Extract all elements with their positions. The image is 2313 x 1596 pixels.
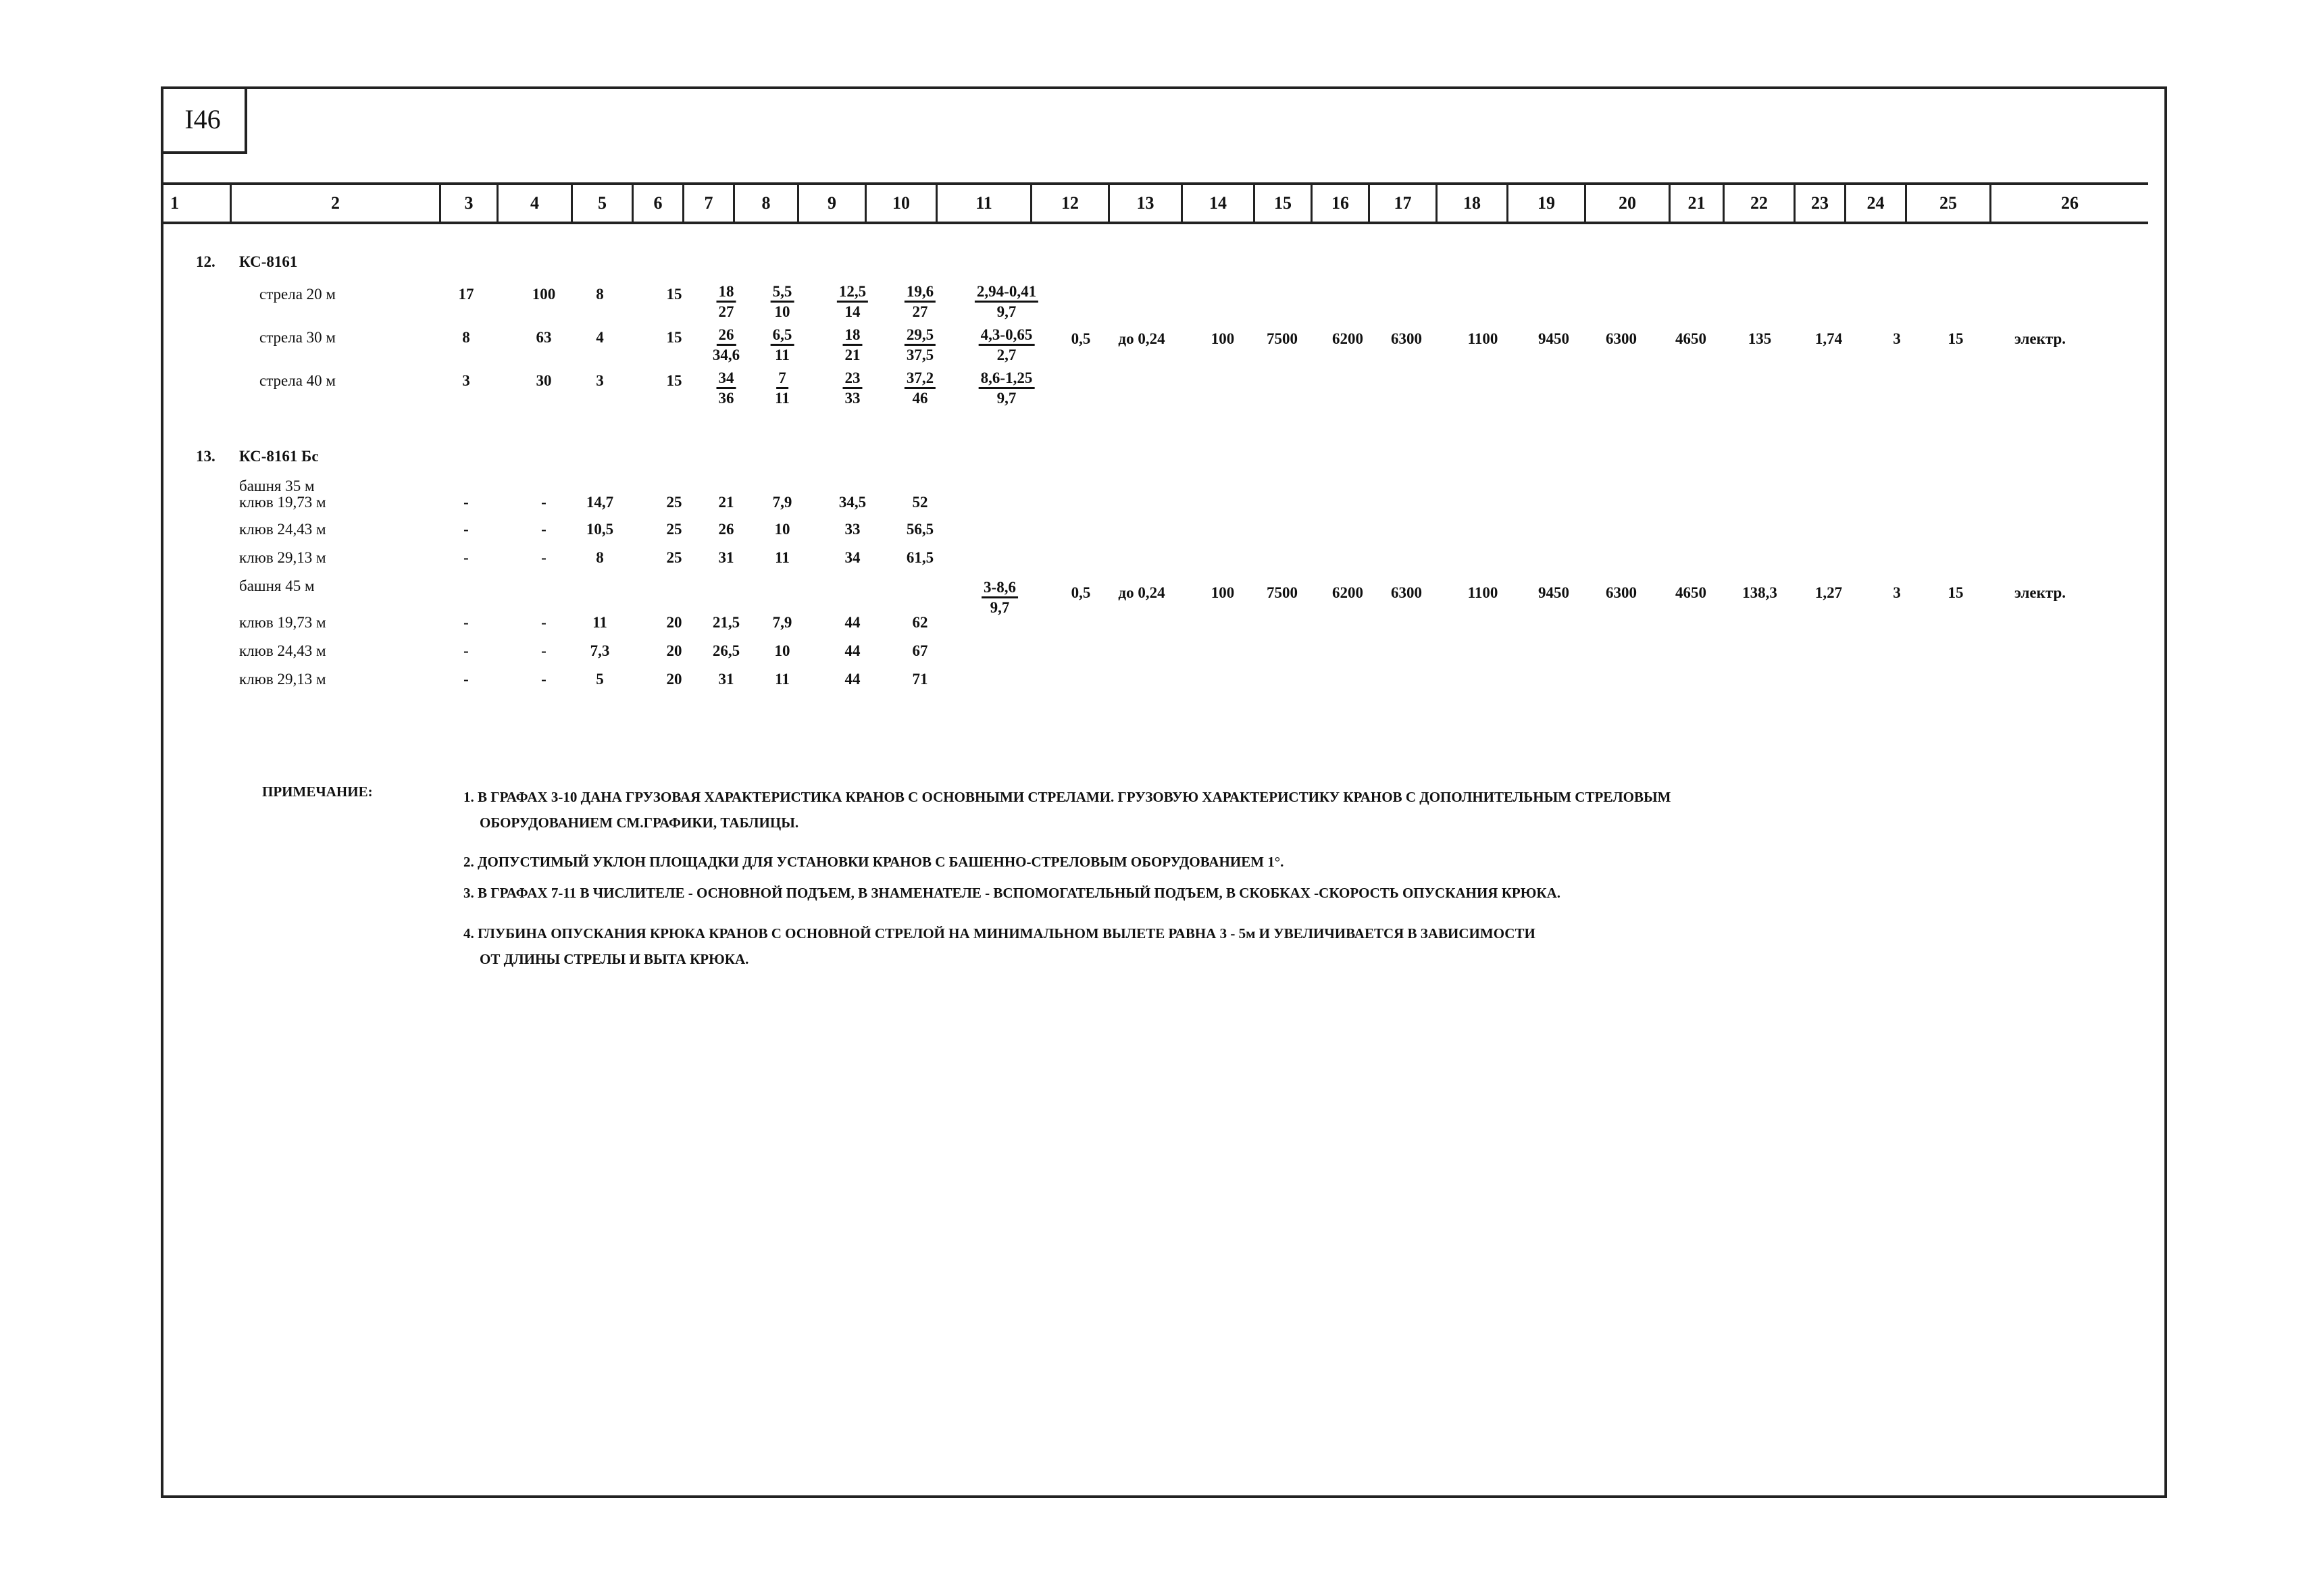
- fraction-col10: [905, 284, 936, 319]
- fraction-col8-denominator: 11: [775, 346, 790, 363]
- jib-label: клюв 29,13 м: [239, 549, 326, 566]
- note-line: ОТ ДЛИНЫ СТРЕЛЫ И ВЫТА КРЮКА.: [480, 951, 749, 967]
- cell-col7: 31: [718, 671, 734, 688]
- cell-col6: 15: [666, 372, 682, 389]
- crane-model-ks8161: КС-8161: [239, 253, 298, 270]
- note-line: 2. ДОПУСТИМЫЙ УКЛОН ПЛОЩАДКИ ДЛЯ УСТАНОВКИ КРАНОВ С БАШЕННО-СТРЕЛОВЫМ ОБОРУДОВАНИЕМ 1°.: [463, 854, 1284, 870]
- fraction-col7-numerator: 26: [717, 327, 736, 346]
- fraction-col11-denominator: 9,7: [990, 599, 1010, 616]
- fraction-col9-numerator: 18: [843, 327, 863, 346]
- common-col21: 4650: [1675, 330, 1706, 347]
- fraction-col9: [843, 370, 863, 406]
- fraction-col9-numerator: 23: [843, 370, 863, 389]
- cell-col4: -: [541, 642, 547, 659]
- fraction-col7-denominator: 27: [718, 303, 734, 320]
- cell-col6: 25: [666, 494, 682, 511]
- cell-col5: 11: [592, 614, 607, 631]
- cell-col9: 34: [844, 549, 861, 566]
- column-header-1: 1: [170, 193, 179, 213]
- tower-45-label: башня 45 м: [239, 577, 315, 594]
- common-col13: до 0,24: [1118, 584, 1165, 601]
- cell-col5: 8: [596, 549, 604, 566]
- note-line: 3. В ГРАФАХ 7-11 В ЧИСЛИТЕЛЕ - ОСНОВНОЙ ПОДЪЕМ, В ЗНАМЕНАТЕЛЕ - ВСПОМОГАТЕЛЬНЫЙ ПОДЪЕМ, В СКОБКАХ -СКОРОСТЬ ОПУСКАНИЯ КРЮКА.: [463, 885, 1561, 901]
- note-line: 1. В ГРАФАХ 3-10 ДАНА ГРУЗОВАЯ ХАРАКТЕРИСТИКА КРАНОВ С ОСНОВНЫМИ СТРЕЛАМИ. ГРУЗОВУЮ ХАРАКТЕРИСТИКУ КРАНОВ С ДОПОЛНИТЕЛЬНЫМ СТРЕЛОВЫМ: [463, 789, 1671, 805]
- common-col25: 15: [1948, 584, 1964, 601]
- fraction-col9-denominator: 14: [844, 303, 861, 320]
- common-col16: 6200: [1332, 330, 1363, 347]
- fraction-col8-numerator: 6,5: [771, 327, 794, 346]
- fraction-col8-denominator: 10: [774, 303, 790, 320]
- note-line: 4. ГЛУБИНА ОПУСКАНИЯ КРЮКА КРАНОВ С ОСНОВНОЙ СТРЕЛОЙ НА МИНИМАЛЬНОМ ВЫЛЕТЕ РАВНА 3 - 5м И УВЕЛИЧИВАЕТСЯ В ЗАВИСИМОСТИ: [463, 925, 1535, 942]
- fraction-col9-denominator: 21: [844, 346, 861, 363]
- cell-col5: 4: [596, 329, 604, 346]
- fraction-col10-denominator: 37,5: [906, 346, 934, 363]
- cell-col8: 7,9: [772, 614, 792, 631]
- fraction-col10-denominator: 46: [912, 390, 928, 407]
- column-header-19: 19: [1506, 185, 1584, 222]
- cell-col7: 21: [718, 494, 734, 511]
- column-header-13: 13: [1108, 185, 1181, 222]
- column-header-23: 23: [1794, 185, 1844, 222]
- fraction-col9: [837, 284, 868, 319]
- jib-label: клюв 19,73 м: [239, 614, 326, 631]
- cell-col3: 8: [462, 329, 470, 346]
- cell-col10: 62: [912, 614, 928, 631]
- fraction-col9: [843, 327, 863, 363]
- fraction-col11: [975, 284, 1038, 319]
- common-col12: 0,5: [1071, 584, 1091, 601]
- fraction-col9-numerator: 12,5: [837, 284, 868, 303]
- common-col20: 6300: [1606, 330, 1637, 347]
- fraction-col11-numerator: 3-8,6: [982, 580, 1018, 598]
- fraction-col11-numerator: 8,6-1,25: [979, 370, 1035, 389]
- column-header-15: 15: [1253, 185, 1311, 222]
- boom-label: стрела 20 м: [259, 286, 336, 303]
- fraction-col8-denominator: 11: [775, 390, 790, 407]
- cell-col9: 33: [844, 521, 861, 538]
- fraction-col7-numerator: 34: [717, 370, 736, 389]
- fraction-col7: [717, 284, 736, 319]
- column-header-4: 4: [497, 185, 571, 222]
- cell-col6: 25: [666, 521, 682, 538]
- cell-col8: 11: [775, 671, 790, 688]
- column-header-22: 22: [1723, 185, 1794, 222]
- fraction-col10-numerator: 37,2: [905, 370, 936, 389]
- fraction-col11-numerator: 4,3-0,65: [979, 327, 1035, 346]
- fraction-col10: [905, 370, 936, 406]
- cell-col4: -: [541, 521, 547, 538]
- common-col17: 6300: [1391, 584, 1422, 601]
- note-line: ОБОРУДОВАНИЕМ СМ.ГРАФИКИ, ТАБЛИЦЫ.: [480, 815, 799, 831]
- common-col15: 7500: [1267, 330, 1298, 347]
- column-header-14: 14: [1181, 185, 1253, 222]
- column-header-12: 12: [1030, 185, 1108, 222]
- fraction-col7-denominator: 36: [718, 390, 734, 407]
- cell-col6: 15: [666, 329, 682, 346]
- cell-col9: 44: [844, 642, 861, 659]
- cell-col4: 30: [536, 372, 552, 389]
- cell-col4: -: [541, 549, 547, 566]
- common-col26: электр.: [2014, 584, 2066, 601]
- cell-col8: 10: [774, 521, 790, 538]
- jib-label: клюв 19,73 м: [239, 494, 326, 511]
- column-header-10: 10: [865, 185, 936, 222]
- cell-col10: 67: [912, 642, 928, 659]
- common-col19: 9450: [1538, 584, 1569, 601]
- cell-col4: -: [541, 671, 547, 688]
- cell-col3: -: [463, 549, 469, 566]
- cell-col3: -: [463, 521, 469, 538]
- common-col24: 3: [1893, 584, 1901, 601]
- fraction-col8-numerator: 5,5: [771, 284, 794, 303]
- column-header-16: 16: [1311, 185, 1368, 222]
- cell-col3: -: [463, 671, 469, 688]
- cell-col5: 10,5: [586, 521, 614, 538]
- column-header-26: 26: [1989, 185, 2148, 222]
- jib-label: клюв 24,43 м: [239, 642, 326, 659]
- cell-col5: 7,3: [590, 642, 610, 659]
- fraction-col10-numerator: 19,6: [905, 284, 936, 303]
- row-number-13: 13.: [196, 448, 215, 465]
- common-col14: 100: [1211, 584, 1235, 601]
- jib-label: клюв 29,13 м: [239, 671, 326, 688]
- cell-col10: 56,5: [906, 521, 934, 538]
- fraction-col8: [775, 370, 790, 406]
- column-header-3: 3: [439, 185, 497, 222]
- cell-col9: 44: [844, 614, 861, 631]
- boom-label: стрела 40 м: [259, 372, 336, 389]
- fraction-col11: [982, 580, 1018, 615]
- cell-col4: -: [541, 494, 547, 511]
- boom-label: стрела 30 м: [259, 329, 336, 346]
- cell-col7: 26,5: [712, 642, 740, 659]
- cell-col7: 26: [718, 521, 734, 538]
- common-col22: 135: [1748, 330, 1772, 347]
- fraction-col10-numerator: 29,5: [905, 327, 936, 346]
- common-col15: 7500: [1267, 584, 1298, 601]
- common-col21: 4650: [1675, 584, 1706, 601]
- crane-model-ks8161bs: КС-8161 Бс: [239, 448, 319, 465]
- common-col13: до 0,24: [1118, 330, 1165, 347]
- fraction-col10: [905, 327, 936, 363]
- column-header-9: 9: [797, 185, 865, 222]
- common-col22: 138,3: [1742, 584, 1777, 601]
- notes-label: ПРИМЕЧАНИЕ:: [262, 783, 373, 800]
- cell-col3: -: [463, 614, 469, 631]
- fraction-col8-numerator: 7: [776, 370, 788, 389]
- cell-col8: 11: [775, 549, 790, 566]
- cell-col7: 31: [718, 549, 734, 566]
- fraction-col11: [979, 327, 1035, 363]
- cell-col6: 20: [666, 671, 682, 688]
- cell-col10: 52: [912, 494, 928, 511]
- common-col25: 15: [1948, 330, 1964, 347]
- cell-col6: 20: [666, 614, 682, 631]
- cell-col5: 14,7: [586, 494, 614, 511]
- column-header-6: 6: [632, 185, 682, 222]
- fraction-col8: [771, 327, 794, 363]
- cell-col7: 21,5: [712, 614, 740, 631]
- common-col23: 1,27: [1814, 584, 1843, 601]
- column-header-row: [161, 182, 2148, 224]
- fraction-col11: [979, 370, 1035, 406]
- page-number: I46: [161, 86, 247, 154]
- common-col26: электр.: [2014, 330, 2066, 347]
- fraction-col11-denominator: 9,7: [996, 390, 1017, 407]
- cell-col6: 20: [666, 642, 682, 659]
- cell-col3: 3: [462, 372, 470, 389]
- common-col23: 1,74: [1814, 330, 1843, 347]
- column-header-7: 7: [682, 185, 733, 222]
- fraction-col7: [713, 327, 740, 363]
- column-header-20: 20: [1584, 185, 1669, 222]
- fraction-col11-denominator: 9,7: [996, 303, 1017, 320]
- cell-col10: 71: [912, 671, 928, 688]
- column-header-5: 5: [571, 185, 632, 222]
- cell-col3: 17: [458, 286, 474, 303]
- cell-col5: 3: [596, 372, 604, 389]
- tower-35-label: башня 35 м: [239, 478, 315, 494]
- cell-col5: 5: [596, 671, 604, 688]
- fraction-col9-denominator: 33: [844, 390, 861, 407]
- fraction-col7: [717, 370, 736, 406]
- column-header-18: 18: [1435, 185, 1506, 222]
- cell-col8: 10: [774, 642, 790, 659]
- cell-col4: 63: [536, 329, 552, 346]
- cell-col8: 7,9: [772, 494, 792, 511]
- column-header-21: 21: [1669, 185, 1723, 222]
- column-header-17: 17: [1368, 185, 1435, 222]
- common-col18: 1100: [1467, 330, 1498, 347]
- cell-col6: 15: [666, 286, 682, 303]
- common-col20: 6300: [1606, 584, 1637, 601]
- common-col16: 6200: [1332, 584, 1363, 601]
- common-col17: 6300: [1391, 330, 1422, 347]
- fraction-col8: [771, 284, 794, 319]
- column-header-2: 2: [230, 185, 439, 222]
- fraction-col10-denominator: 27: [912, 303, 928, 320]
- common-col14: 100: [1211, 330, 1235, 347]
- jib-label: клюв 24,43 м: [239, 521, 326, 538]
- column-header-24: 24: [1844, 185, 1905, 222]
- fraction-col11-denominator: 2,7: [996, 346, 1017, 363]
- cell-col9: 34,5: [838, 494, 867, 511]
- cell-col5: 8: [596, 286, 604, 303]
- column-header-8: 8: [733, 185, 797, 222]
- cell-col6: 25: [666, 549, 682, 566]
- cell-col4: -: [541, 614, 547, 631]
- fraction-col7-numerator: 18: [717, 284, 736, 303]
- row-number-12: 12.: [196, 253, 215, 270]
- column-header-25: 25: [1905, 185, 1989, 222]
- column-header-11: 11: [936, 185, 1030, 222]
- cell-col4: 100: [532, 286, 556, 303]
- cell-col3: -: [463, 642, 469, 659]
- common-col18: 1100: [1467, 584, 1498, 601]
- cell-col10: 61,5: [906, 549, 934, 566]
- fraction-col11-numerator: 2,94-0,41: [975, 284, 1038, 303]
- common-col12: 0,5: [1071, 330, 1091, 347]
- fraction-col7-denominator: 34,6: [712, 346, 740, 363]
- cell-col9: 44: [844, 671, 861, 688]
- cell-col3: -: [463, 494, 469, 511]
- common-col19: 9450: [1538, 330, 1569, 347]
- common-col24: 3: [1893, 330, 1901, 347]
